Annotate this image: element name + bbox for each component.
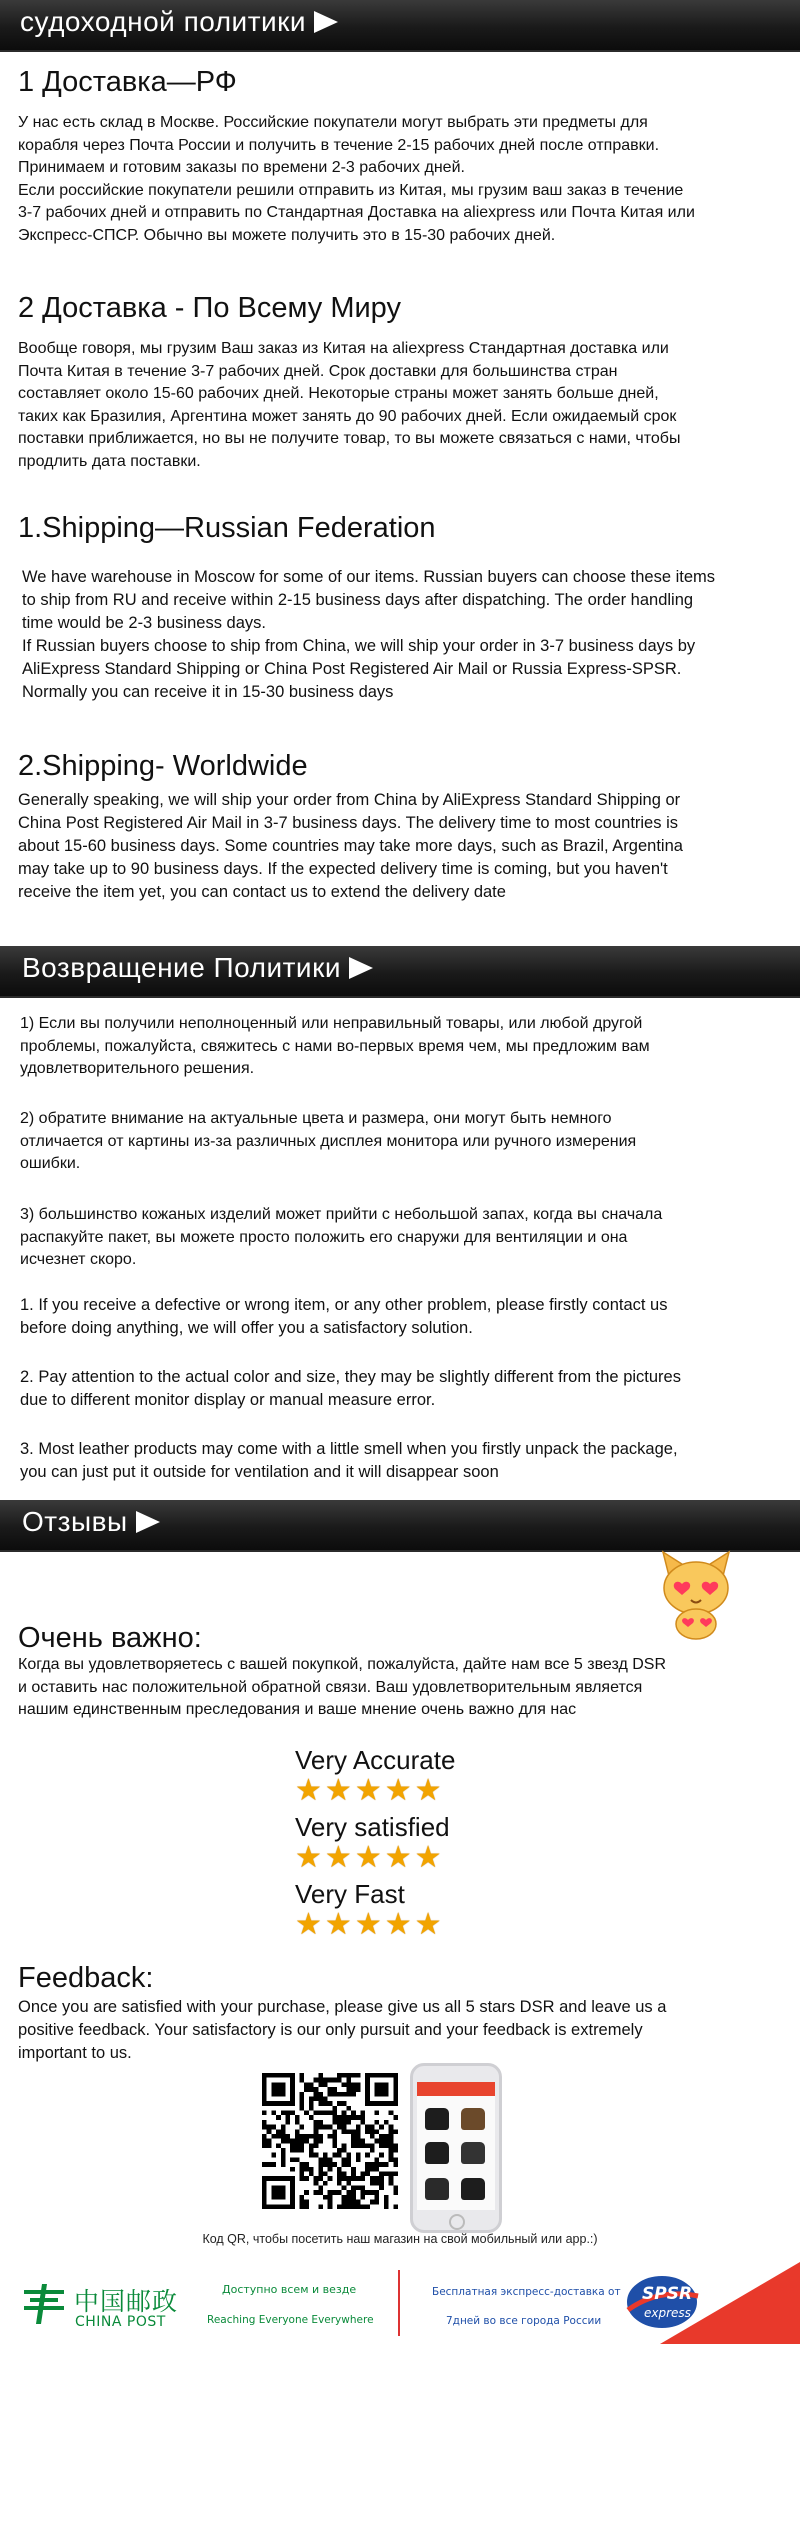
qr-caption: Код QR, чтобы посетить наш магазин на свой мобильный или app.:) (202, 2232, 598, 2246)
star-icon: ★ (295, 1841, 322, 1874)
china-post-cn-label: 中国邮政 (74, 2287, 179, 2316)
returns-item-6: 3. Most leather products may come with a little smell when you firstly unpack the package, you can just put it outside for ventilation and it will disappear soon (20, 1440, 678, 1481)
star-icon: ★ (324, 1908, 352, 1941)
arrow-right-icon (349, 957, 373, 979)
star-icon: ★ (414, 1841, 442, 1874)
cat-heart-eyes-sticker (655, 1548, 737, 1642)
ru-delivery-title: 1 Доставка—РФ (18, 66, 237, 98)
qr-code[interactable] (262, 2073, 398, 2209)
shipping-banner (0, 0, 800, 52)
bag-thumbnail (461, 2142, 485, 2164)
en-world-title: 2.Shipping- Worldwide (18, 750, 308, 782)
star-icon: ★ (295, 1774, 322, 1807)
spsr-line-2: 7дней во все города России (446, 2315, 602, 2327)
star-icon: ★ (384, 1908, 412, 1941)
arrow-right-icon (136, 1511, 160, 1533)
star-icon: ★ (414, 1774, 442, 1807)
rating-fast (295, 1879, 445, 1940)
reviews-banner-title: Отзывы (22, 1506, 128, 1537)
world-delivery-title: 2 Доставка - По Всему Миру (18, 292, 401, 324)
star-icon: ★ (354, 1774, 382, 1807)
rating-label: Very Accurate (295, 1745, 456, 1775)
rating-satisfied (295, 1812, 450, 1873)
slogan-en: Reaching Everyone Everywhere (207, 2314, 374, 2326)
returns-item-1: 1) Если вы получили неполноценный или неправильный товары, или любой другой проблемы, пожалуйста, свяжитесь с нами во-первых время чем, мы предложим вам удовлетворительного решения. (20, 1015, 650, 1077)
important-text: Когда вы удовлетворяетесь с вашей покупкой, пожалуйста, дайте нам все 5 звезд DSR и оставить нас положительной обратной связи. Ваш удовлетворительным является нашим единственным преследования и ваше мнение очень важно для нас (18, 1656, 667, 1718)
arrow-right-icon (314, 11, 338, 33)
important-title: Очень важно: (18, 1622, 202, 1654)
star-icon: ★ (354, 1841, 382, 1874)
star-rating (295, 1843, 450, 1873)
returns-item-4: 1. If you receive a defective or wrong item, or any other problem, please firstly contact us before doing anything, we will offer you a satisfactory solution. (20, 1296, 668, 1337)
shipping-banner-title: судоходной политики (20, 6, 307, 37)
china-post-logo-icon (22, 2284, 66, 2324)
slogan-ru: Доступно всем и везде (222, 2283, 357, 2296)
en-world-text: Generally speaking, we will ship your order from China by AliExpress Standard Shipping or China Post Registered Air Mail in 3-7 business days. The delivery time to most countries is about 15-60 business days. Some countries may take more days, such as Brazil, Argentina may take up to 90 business days. If the expected delivery time is coming, but you haven't receive the item yet, you can contact us to extend the delivery date (18, 791, 683, 901)
rating-label: Very Fast (295, 1879, 405, 1909)
returns-banner-title: Возвращение Политики (22, 952, 341, 983)
returns-item-3: 3) большинство кожаных изделий может прийти с небольшой запах, когда вы сначала распакуйте пакет, вы можете просто положить его снаружи для вентиляции и она исчезнет скоро. (20, 1206, 663, 1268)
star-rating (295, 1776, 455, 1806)
ru-delivery-text: У нас есть склад в Москве. Российские покупатели могут выбрать эти предметы для корабля через Почта России и получить в течение 2-15 рабочих дней после отправки. Принимаем и готовим заказы по времени 2-3 рабочих дней. Если российские покупатели решили отправить из Китая, мы грузим ваш заказ в течение 3-7 рабочих дней и отправить по Стандартная Доставка на aliexpress или Почта Китая или Экспресс-СПСР. Обычно вы можете получить это в 15-30 рабочих дней. (18, 114, 695, 244)
star-icon: ★ (295, 1908, 322, 1941)
phone-app-preview (410, 2063, 502, 2233)
returns-banner (0, 946, 800, 998)
returns-item-2: 2) обратите внимание на актуальные цвета и размера, они могут быть немного отличается от картины из-за различных дисплея монитора или ручного измерения ошибки. (20, 1110, 637, 1172)
bag-thumbnail (425, 2178, 449, 2200)
star-icon: ★ (414, 1908, 442, 1941)
rating-accurate (295, 1745, 455, 1806)
spsr-logo-top: SPSR (642, 2284, 693, 2304)
star-rating (295, 1910, 445, 1940)
feedback-text: Once you are satisfied with your purchase, please give us all 5 stars DSR and leave us a positive feedback. Your satisfactory is our only pursuit and your feedback is extremely important to us. (18, 1998, 667, 2062)
reviews-banner (0, 1500, 800, 1552)
bag-thumbnail (425, 2142, 449, 2164)
star-icon: ★ (384, 1774, 412, 1807)
china-post-en-label: CHINA POST (75, 2314, 166, 2330)
bag-thumbnail (425, 2108, 449, 2130)
bag-thumbnail (461, 2108, 485, 2130)
star-icon: ★ (354, 1908, 382, 1941)
star-icon: ★ (384, 1841, 412, 1874)
spsr-line-1: Бесплатная экспресс-доставка от (432, 2286, 621, 2298)
returns-item-5: 2. Pay attention to the actual color and size, they may be slightly different from the pictures due to different monitor display or manual measure error. (20, 1368, 681, 1409)
spsr-logo-bottom: express (644, 2306, 691, 2320)
home-button-icon (449, 2214, 465, 2230)
app-header-bar (417, 2082, 495, 2096)
feedback-title: Feedback: (18, 1962, 154, 1994)
rating-label: Very satisfied (295, 1812, 450, 1842)
world-delivery-text: Вообще говоря, мы грузим Ваш заказ из Китая на aliexpress Стандартная доставка или Почта Китая в течение 3-7 рабочих дней. Срок доставки для большинства стран составляет около 15-60 рабочих дней. Некоторые страны может занять больше дней, таких как Бразилия, Аргентина может занять до 90 рабочих дней. Если ожидаемый срок поставки приближается, но вы не получите товар, то вы можете связаться с нами, чтобы продлить дата поставки. (18, 340, 681, 470)
bag-thumbnail (461, 2178, 485, 2200)
star-icon: ★ (324, 1841, 352, 1874)
star-icon: ★ (324, 1774, 352, 1807)
divider (398, 2270, 400, 2336)
en-russia-text: We have warehouse in Moscow for some of our items. Russian buyers can choose these items to ship from RU and receive within 2-15 business days after dispatching. The order handling time would be 2-3 business days. If Russian buyers choose to ship from China, we will ship your order in 3-7 business days by AliExpress Standard Shipping or China Post Registered Air Mail or Russia Express-SPSR. Normally you can receive it in 15-30 business days (22, 568, 716, 701)
delivery-partners-strip (0, 2262, 800, 2344)
en-russia-title: 1.Shipping—Russian Federation (18, 512, 436, 544)
